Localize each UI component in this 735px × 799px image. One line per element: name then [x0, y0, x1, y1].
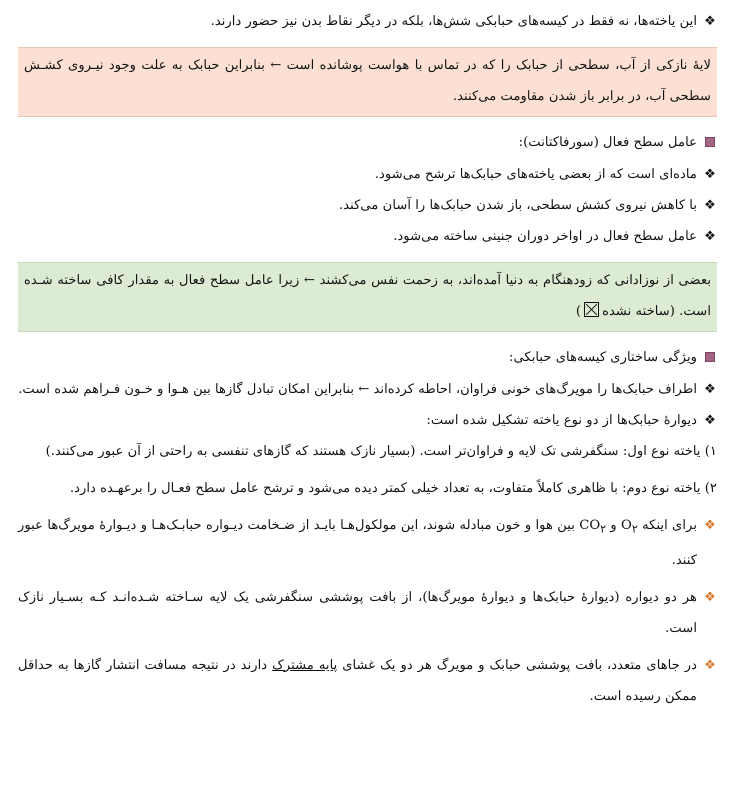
section-heading-text: ویژگی ساختاری کیسه‌های حبابکی: [509, 350, 697, 365]
diamond-bullet-icon: ❖ [704, 167, 716, 182]
bullet-text: اطراف حبابک‌ها را مویرگ‌های خونی فراوان، احاطه کرده‌اند ← بنابراین امکان تبادل گازها بین هـوا و خـون فـراهم شده است. [18, 382, 697, 397]
section-heading-structure [18, 342, 717, 374]
square-bullet-icon [703, 342, 717, 374]
bullet-text: هر دو دیواره (دیوارۀ حبابک‌ها و دیوارۀ مویرگ‌ها)، از بافت پوششی سنگفرشی یک لایه سـاخته شـده‌انـد کـه بسـیار نازک است. [18, 589, 697, 636]
bullet-item-gas-exchange [18, 510, 717, 576]
diamond-bullet-icon: ❖ [704, 14, 716, 29]
diamond-bullet-icon: ❖ [704, 382, 716, 397]
bullet-item-surfactant-3 [18, 221, 717, 252]
orange-diamond-bullet-icon: ❖ [704, 518, 716, 533]
highlight-box-water-layer [18, 47, 717, 117]
square-bullet-icon [703, 127, 717, 159]
diamond-bullet-icon: ❖ [704, 198, 716, 213]
bullet-text: با کاهش نیروی کشش سطحی، باز شدن حبابک‌ها را آسان می‌کند. [339, 198, 697, 213]
bullet-item-capillaries [18, 374, 717, 405]
bullet-text: دیوارۀ حبابک‌ها از دو نوع یاخته تشکیل شده است: [426, 413, 697, 428]
diamond-bullet-icon: ❖ [704, 229, 716, 244]
bullet-text: در جاهای متعدد، بافت پوششی حبابک و مویرگ هر دو یک غشای پایه مشترک دارند در نتیجه مسافت انتشار گازها به حداقل ممکن رسیده است. [18, 657, 697, 704]
bullet-item-wall-intro [18, 405, 717, 436]
bullet-text: ماده‌ای است که از بعضی یاخته‌های حبابک‌ها ترشح می‌شود. [374, 167, 697, 182]
section-heading-surfactant [18, 127, 717, 159]
bullet-item-intro [18, 6, 717, 37]
highlight-text-close: ) [575, 304, 582, 319]
highlight-text: لایۀ نازکی از آب، سطحی از حبابک را که در تماس با هواست پوشانده است ← بنابراین حبابک به علت وجود نیـروی کشـش سطحی آب، در برابر باز شدن مقاومت می‌کنند. [24, 58, 711, 104]
orange-diamond-bullet-icon: ❖ [704, 657, 716, 673]
bullet-text: این یاخته‌ها، نه فقط در کیسه‌های حبابکی شش‌ها، بلکه در دیگر نقاط بدن نیز حضور دارند. [210, 14, 697, 29]
bullet-item-surfactant-1 [18, 159, 717, 190]
underlined-term: پایه مشترک [272, 657, 338, 673]
bullet-text: عامل سطح فعال در اواخر دوران جنینی ساخته می‌شود. [393, 229, 697, 244]
highlight-text: بعضی از نوزادانی که زودهنگام به دنیا آمده‌اند، به زحمت نفس می‌کشند ← زیرا عامل سطح فعال به مقدار کافی ساخته شـده است. (ساخته نشده [24, 273, 711, 319]
bullet-item-surfactant-2 [18, 190, 717, 221]
section-heading-text: عامل سطح فعال (سورفاکتانت): [518, 135, 697, 150]
diamond-bullet-icon: ❖ [704, 413, 716, 428]
bullet-text: برای اینکه $O_۲$ و $CO_۲$ بین هوا و خون مبادله شوند، این مولکول‌هـا بایـد از ضـخامت دیـواره حبابـک‌هـا و دیـوارۀ مویرگ‌ها عبور کنند. [18, 518, 697, 568]
cell-type-2-text: ۲) یاخته نوع دوم: با ظاهری کاملاً متفاوت، به تعداد خیلی کمتر دیده می‌شود و ترشح عامل سطح فعـال را برعهـده دارد. [69, 481, 717, 496]
cell-type-1-text: ۱) یاخته نوع اول: سنگفرشی تک لایه و فراوان‌تر است. (بسیار نازک هستند که گازهای تنفسی به راحتی از آن عبور می‌کنند.) [45, 444, 717, 459]
bullet-item-two-walls [18, 582, 717, 644]
bullet-item-shared-membrane [18, 650, 717, 712]
crossed-box-icon [584, 302, 599, 317]
highlight-box-newborn [18, 262, 717, 332]
orange-diamond-bullet-icon: ❖ [704, 589, 716, 605]
